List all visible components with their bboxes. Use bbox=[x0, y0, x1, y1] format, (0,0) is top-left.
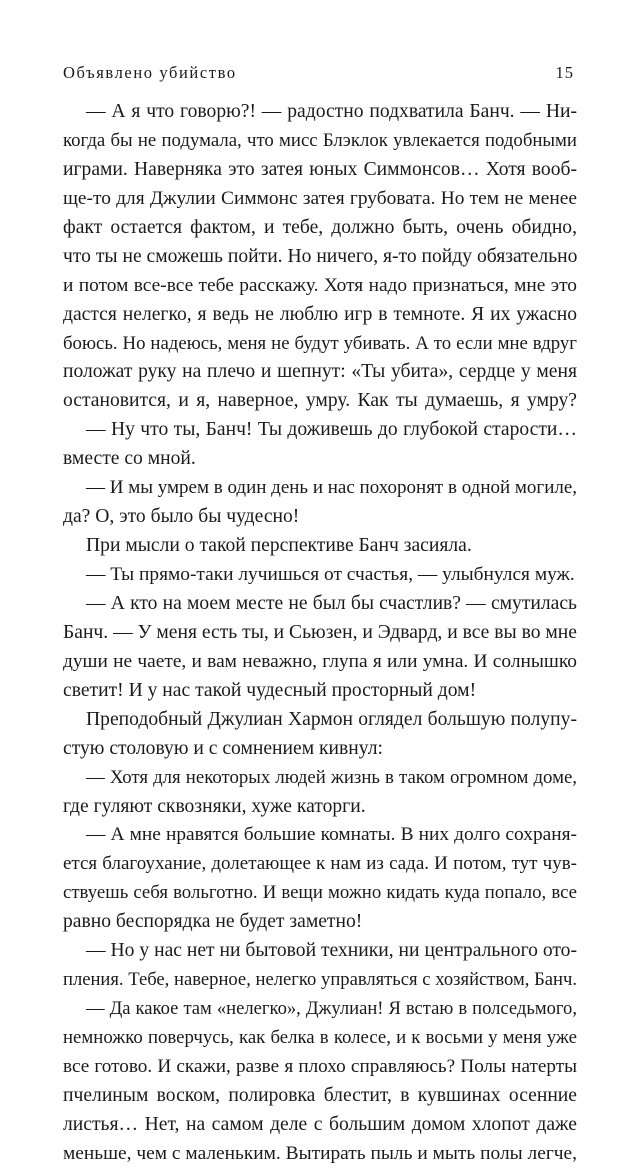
text-line: — Ты прямо-таки лучишься от счастья, — улыбнулся муж. bbox=[86, 564, 575, 585]
text-line: При мысли о такой перспективе Банч засияла. bbox=[86, 535, 472, 557]
text-line: пчелиным воском, полировка блестит, в кувшинах осенние bbox=[63, 1084, 577, 1106]
text-line: — Ну что ты, Банч! Ты доживешь до глубокой старости… bbox=[86, 419, 577, 441]
text-line: пления. Тебе, наверное, нелегко управляться с хозяйством, Банч. bbox=[63, 969, 577, 991]
text-line: — А кто на моем месте не был бы счастлив? — смутилась bbox=[86, 592, 577, 614]
running-head bbox=[63, 63, 574, 87]
text-line: дастся нелегко, я ведь не люблю игр в темноте. Я их ужасно bbox=[63, 303, 577, 325]
text-line: меньше, чем с маленьким. Вытирать пыль и мыть полы легче, bbox=[63, 1142, 577, 1164]
text-line: что ты не сможешь пойти. Но ничего, я-то пойду обязательно bbox=[63, 245, 578, 267]
text-line: Банч. — У меня есть ты, и Сьюзен, и Эдвард, и все вы во мне bbox=[63, 621, 577, 643]
text-line: факт остается фактом, и тебе, должно быть, очень обидно, bbox=[63, 216, 577, 238]
text-line: — А я что говорю?! — радостно подхватила Банч. — Ни- bbox=[86, 101, 577, 122]
text-line: ствуешь себя вольготно. И вещи можно кидать куда попало, все bbox=[63, 882, 577, 904]
text-line: и потом все-все тебе расскажу. Хотя надо признаться, мне это bbox=[63, 274, 577, 296]
text-line: все готово. И скажи, разве я плохо справляюсь? Полы натерты bbox=[63, 1055, 577, 1077]
text-line: — А мне нравятся большие комнаты. В них долго сохраня- bbox=[86, 824, 577, 846]
page-number: 15 bbox=[555, 63, 574, 82]
text-line: листья… Нет, на самом деле с большим домом хлопот даже bbox=[63, 1113, 577, 1135]
text-line: вместе со мной. bbox=[63, 448, 196, 470]
body-text bbox=[63, 98, 577, 1169]
text-line: остановится, и я, наверное, умру. Как ты думаешь, я умру? bbox=[63, 390, 577, 412]
text-line: да? О, это было бы чудесно! bbox=[63, 506, 300, 528]
text-line: равно беспорядка не будет заметно! bbox=[63, 911, 363, 933]
text-line: души не чаете, и вам неважно, глупа я или умна. И солнышко bbox=[63, 650, 577, 672]
text-line: стую столовую и с сомнением кивнул: bbox=[63, 737, 383, 759]
text-line: играми. Наверняка это затея юных Симмонсов… Хотя вооб- bbox=[63, 158, 577, 180]
book-title: Объявлено убийство bbox=[63, 63, 237, 82]
text-line: — Хотя для некоторых людей жизнь в таком огромном доме, bbox=[86, 766, 577, 788]
text-line: ется благоухание, долетающее к нам из сада. И потом, тут чув- bbox=[63, 853, 577, 875]
text-line: — И мы умрем в один день и нас похоронят в одной могиле, bbox=[86, 477, 578, 499]
text-line: когда бы не подумала, что мисс Блэклок увлекается подобными bbox=[63, 129, 577, 151]
text-line: — Но у нас нет ни бытовой техники, ни центрального ото- bbox=[86, 940, 577, 962]
text-line: светит! И у нас такой чудесный просторный дом! bbox=[63, 679, 477, 701]
text-line: где гуляют сквозняки, хуже каторги. bbox=[63, 795, 366, 817]
text-line: Преподобный Джулиан Хармон оглядел большую полупу- bbox=[86, 708, 577, 730]
text-line: — Да какое там «нелегко», Джулиан! Я встаю в полседьмого, bbox=[86, 998, 577, 1020]
text-line: боюсь. Но надеюсь, меня не будут убивать. А то если мне вдруг bbox=[63, 332, 577, 354]
text-line: ще-то для Джулии Симмонс затея грубовата. Но тем не менее bbox=[63, 187, 577, 209]
text-line: положат руку на плечо и шепнут: «Ты убита», сердце у меня bbox=[63, 361, 577, 383]
text-line: немножко поверчусь, как белка в колесе, и к восьми у меня уже bbox=[63, 1027, 577, 1048]
